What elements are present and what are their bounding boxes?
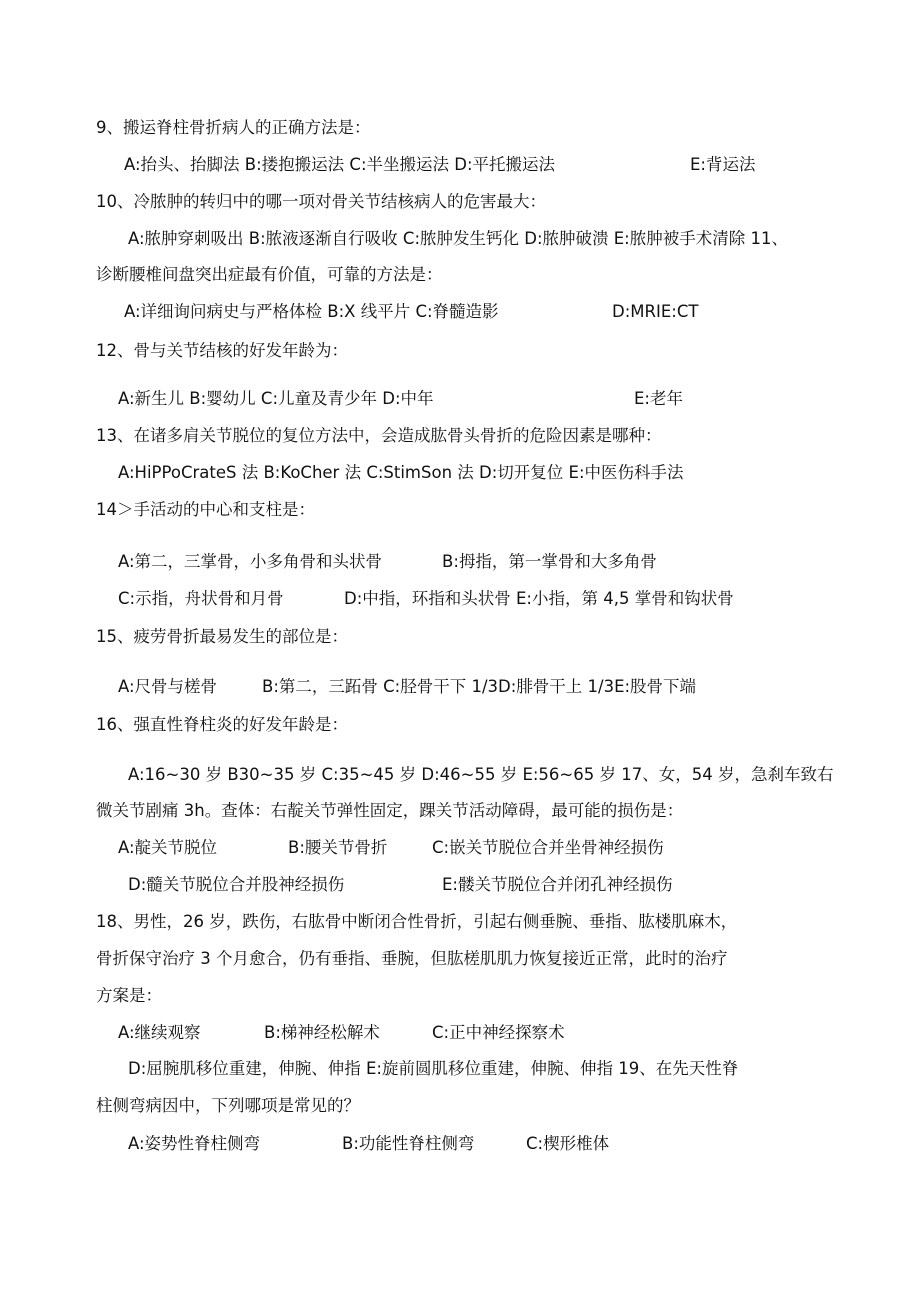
question-18-option-a: A:继续观察 — [118, 1023, 201, 1042]
question-9-options — [124, 154, 914, 176]
question-17-stem: 微关节剧痛 3h。查体：右靛关节弹性固定，踝关节活动障碍，最可能的损伤是： — [96, 801, 684, 820]
question-18-stem-line-2: 骨折保守治疗 3 个月愈合，仍有垂指、垂腕，但肱槎肌肌力恢复接近正常，此时的治疗 — [96, 949, 728, 968]
question-14-option-a: A:第二，三掌骨，小多角骨和头状骨 — [118, 552, 383, 571]
question-10-options: A:脓肿穿刺吸出 B:脓液逐渐自行吸收 C:脓肿发生钙化 D:脓肿破溃 E:脓肿被手术清除 11、 — [128, 229, 788, 248]
question-11-options-a-c: A:详细询问病史与严格体检 B:X 线平片 C:脊髓造影 — [124, 302, 499, 321]
question-18-options-row-1 — [118, 1022, 908, 1044]
question-18-option-b: B:梯神经松解术 — [264, 1023, 380, 1042]
question-15-options-b-e: B:第二，三跖骨 C:胫骨干下 1/3D:腓骨干上 1/3E:股骨下端 — [262, 677, 697, 696]
question-17-option-a: A:靛关节脱位 — [118, 838, 218, 857]
question-9-option-e: E:背运法 — [690, 155, 756, 174]
question-18-option-c: C:正中神经探察术 — [432, 1023, 565, 1042]
question-17-option-e: E:髅关节脱位合并闭孔神经损伤 — [442, 875, 673, 894]
question-12-options-a-d: A:新生儿 B:婴幼儿 C:儿童及青少年 D:中年 — [118, 389, 434, 408]
question-11-stem: 诊断腰椎间盘突出症最有价值，可靠的方法是： — [96, 265, 443, 284]
question-10-stem: 10、冷脓肿的转归中的哪一项对骨关节结核病人的危害最大： — [96, 192, 546, 211]
question-17-option-c: C:嵌关节脱位合并坐骨神经损伤 — [432, 838, 664, 857]
question-14-option-c: C:示指，舟状骨和月骨 — [118, 589, 284, 608]
question-14-option-b: B:拇指，第一掌骨和大多角骨 — [442, 552, 657, 571]
question-15-stem: 15、疲劳骨折最易发生的部位是： — [96, 627, 348, 646]
question-13-options: A:HiPPoCrateS 法 B:KoCher 法 C:StimSon 法 D:切开复位 E:中医伤科手法 — [118, 463, 684, 482]
question-15-option-a: A:尺骨与槎骨 — [118, 677, 218, 696]
question-9-options-a-d: A:抬头、抬脚法 B:搂抱搬运法 C:半坐搬运法 D:平托搬运法 — [124, 155, 556, 174]
question-12-option-e: E:老年 — [634, 389, 683, 408]
question-17-option-d: D:髓关节脱位合并股神经损伤 — [128, 875, 345, 894]
question-19-option-b: B:功能性脊柱侧弯 — [342, 1134, 475, 1153]
question-17-option-b: B:腰关节骨折 — [288, 838, 388, 857]
question-14-options-d-e: D:中指，环指和头状骨 E:小指，第 4,5 掌骨和钩状骨 — [344, 589, 734, 608]
question-14-stem: 14＞手活动的中心和支柱是： — [96, 500, 315, 519]
question-19-option-c: C:楔形椎体 — [526, 1134, 610, 1153]
question-19-options — [128, 1133, 908, 1155]
question-16-options: A:16~30 岁 B30~35 岁 C:35~45 岁 D:46~55 岁 E:56~65 岁 17、女，54 岁，急刹车致右 — [128, 765, 834, 784]
question-9-stem: 9、搬运脊柱骨折病人的正确方法是： — [96, 118, 371, 137]
question-17-options-row-1 — [118, 837, 908, 859]
question-16-stem: 16、强直性脊柱炎的好发年龄是： — [96, 715, 348, 734]
question-18-options-d-e: D:屈腕肌移位重建，伸腕、伸指 E:旋前圆肌移位重建，伸腕、伸指 19、在先天性脊 — [128, 1059, 739, 1078]
question-17-options-row-2 — [128, 874, 908, 896]
question-18-stem-line-1: 18、男性，26 岁，跌伤，右肱骨中断闭合性骨折，引起右侧垂腕、垂指、肱楼肌麻木， — [96, 912, 738, 931]
question-12-options — [118, 388, 908, 410]
question-19-option-a: A:姿势性脊柱侧弯 — [128, 1134, 261, 1153]
question-15-options — [118, 676, 908, 698]
question-11-option-d-e: D:MRIE:CT — [612, 302, 699, 321]
question-19-stem: 柱侧弯病因中，下列哪项是常见的？ — [96, 1096, 360, 1115]
question-11-options — [124, 301, 914, 323]
question-12-stem: 12、骨与关节结核的好发年龄为： — [96, 341, 348, 360]
question-13-stem: 13、在诸多肩关节脱位的复位方法中，会造成肱骨头骨折的危险因素是哪种： — [96, 426, 662, 445]
question-18-stem-line-3: 方案是： — [96, 986, 162, 1005]
question-14-options-row-2 — [118, 588, 908, 610]
question-14-options-row-1 — [118, 551, 908, 573]
